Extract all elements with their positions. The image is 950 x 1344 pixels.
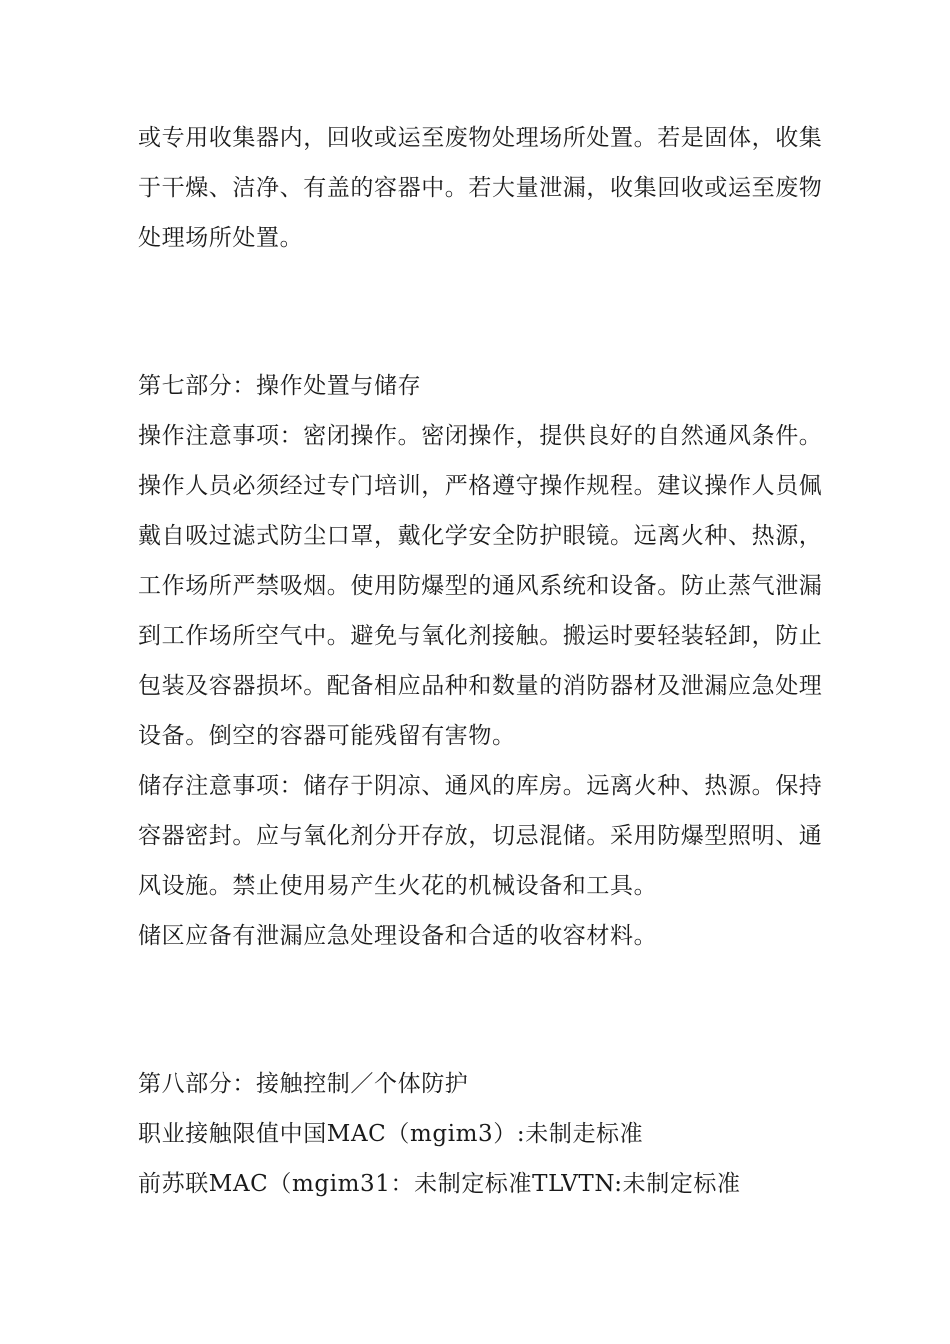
section7-storage-extra: 储区应备有泄漏应急处理设备和合适的收容材料。 xyxy=(138,923,658,949)
section7-storage-line-2: 容器密封。应与氧化剂分开存放，切忌混储。采用防爆型照明、通 xyxy=(138,823,823,849)
section7-storage-line-3: 风设施。禁止使用易产生火花的机械设备和工具。 xyxy=(138,873,658,899)
continuation-line-2: 于干燥、洁净、有盖的容器中。若大量泄漏，收集回收或运至废物 xyxy=(138,175,823,201)
section7-heading: 第七部分：操作处置与储存 xyxy=(138,373,422,399)
continuation-line-3: 处理场所处置。 xyxy=(138,225,304,251)
section7-operation-line-7: 设备。倒空的容器可能残留有害物。 xyxy=(138,723,516,749)
section7-operation-line-1: 操作注意事项：密闭操作。密闭操作，提供良好的自然通风条件。 xyxy=(138,423,823,449)
section7-operation-line-4: 工作场所严禁吸烟。使用防爆型的通风系统和设备。防止蒸气泄漏 xyxy=(138,573,823,599)
section8-exposure-limit-china: 职业接触限值中国MAC（mgim3）:未制走标准 xyxy=(138,1121,644,1147)
section7-operation-line-5: 到工作场所空气中。避免与氧化剂接触。搬运时要轻装轻卸，防止 xyxy=(138,623,823,649)
section8-exposure-limit-ussr: 前苏联MAC（mgim31：未制定标准TLVTN:未制定标准 xyxy=(138,1171,741,1197)
section7-operation-line-6: 包装及容器损坏。配备相应品种和数量的消防器材及泄漏应急处理 xyxy=(138,673,823,699)
section7-storage-line-1: 储存注意事项：储存于阴凉、通风的库房。远离火种、热源。保持 xyxy=(138,773,823,799)
continuation-line-1: 或专用收集器内，回收或运至废物处理场所处置。若是固体，收集 xyxy=(138,125,823,151)
section8-heading: 第八部分：接触控制／个体防护 xyxy=(138,1071,469,1097)
section7-operation-line-2: 操作人员必须经过专门培训，严格遵守操作规程。建议操作人员佩 xyxy=(138,473,823,499)
section7-operation-line-3: 戴自吸过滤式防尘口罩，戴化学安全防护眼镜。远离火种、热源， xyxy=(138,523,823,549)
